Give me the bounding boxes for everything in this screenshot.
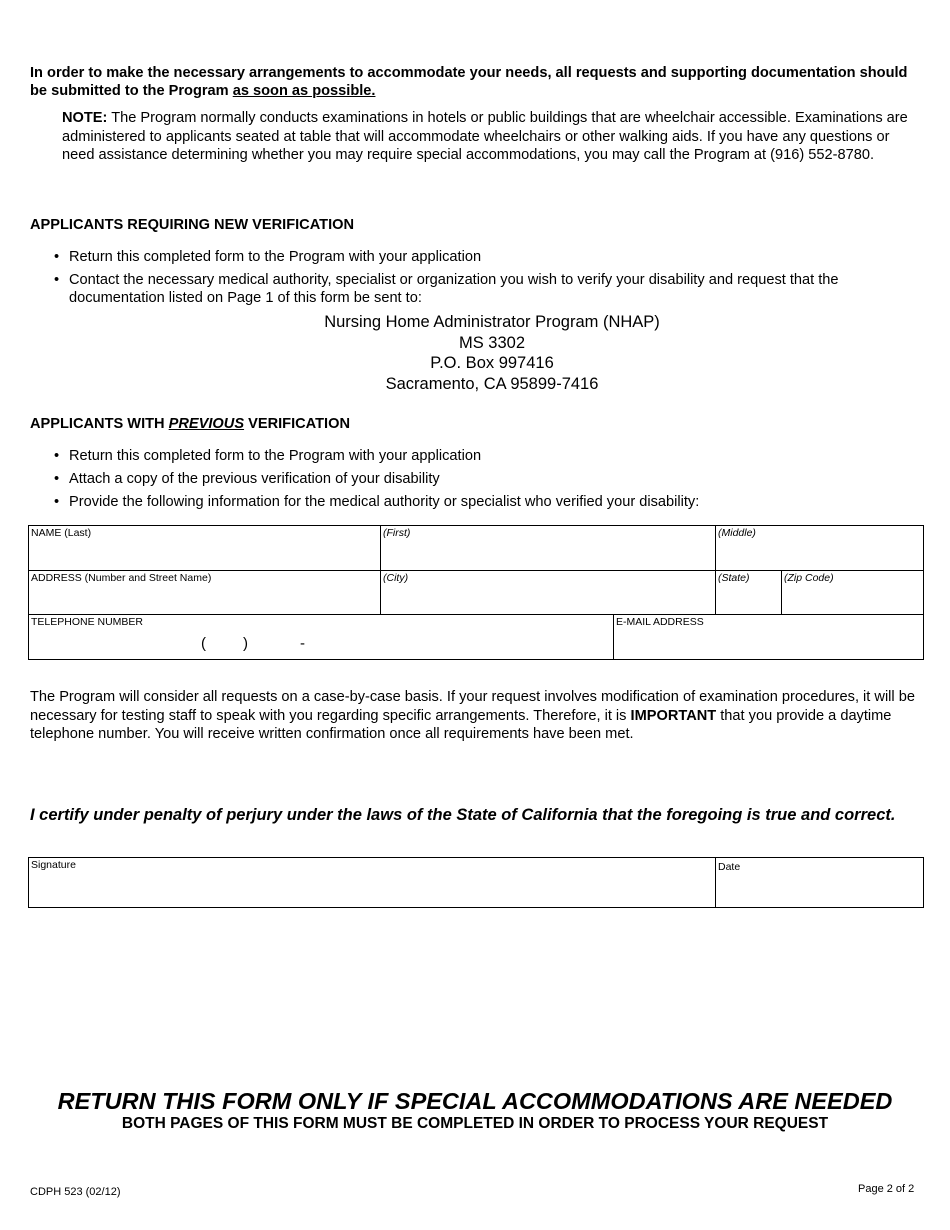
name-middle-field[interactable] bbox=[716, 526, 924, 571]
zip-code-field[interactable] bbox=[782, 571, 924, 615]
consideration-text-end: that you provide a daytime telephone number. You will receive written confirmation once all requirements have been met. bbox=[30, 707, 892, 742]
address-line: Sacramento, CA 95899-7416 bbox=[385, 374, 599, 393]
state-field[interactable] bbox=[716, 571, 782, 615]
address-line: MS 3302 bbox=[458, 333, 526, 352]
address-line: P.O. Box 997416 bbox=[430, 354, 554, 372]
zip-code-label: (Zip Code) bbox=[784, 572, 834, 584]
heading-emphasis: PREVIOUS bbox=[168, 416, 245, 432]
city-label: (City) bbox=[383, 572, 409, 584]
state-label: (State) bbox=[718, 572, 750, 584]
signature-table bbox=[28, 857, 924, 908]
list-item: • Attach a copy of the previous verification of your disability bbox=[54, 470, 924, 488]
intro-instructions bbox=[30, 64, 920, 100]
heading-prefix: APPLICANTS WITH bbox=[30, 416, 169, 432]
name-middle-label: (Middle) bbox=[718, 527, 756, 539]
city-field[interactable] bbox=[381, 571, 716, 615]
specialist-info-table bbox=[28, 525, 924, 660]
phone-close-paren: ) bbox=[243, 635, 248, 652]
list-item: • Contact the necessary medical authority, specialist or organization you wish to verify your disability and request that the documentation listed on Page 1 of this form be sent to: bbox=[54, 271, 924, 307]
previous-verification-list bbox=[54, 447, 924, 516]
list-item: • Provide the following information for the medical authority or specialist who verified your disability: bbox=[54, 493, 924, 511]
intro-text: In order to make the necessary arrangements to accommodate your needs, all requests and supporting documentation should be submitted to the Program bbox=[30, 65, 908, 99]
phone-open-paren: ( bbox=[201, 635, 206, 652]
important-emphasis: IMPORTANT bbox=[630, 707, 717, 724]
list-item: • Return this completed form to the Program with your application bbox=[54, 248, 924, 266]
date-field[interactable] bbox=[716, 858, 924, 908]
email-label: E-MAIL ADDRESS bbox=[616, 616, 704, 628]
email-field[interactable] bbox=[614, 615, 924, 660]
new-verification-heading: APPLICANTS REQUIRING NEW VERIFICATION bbox=[30, 217, 355, 233]
name-last-label: NAME (Last) bbox=[31, 527, 92, 539]
previous-verification-heading bbox=[30, 416, 350, 432]
consideration-paragraph bbox=[30, 688, 922, 744]
phone-dash: - bbox=[300, 635, 305, 652]
note-paragraph bbox=[62, 109, 922, 165]
telephone-label: TELEPHONE NUMBER bbox=[31, 616, 144, 628]
street-address-field[interactable] bbox=[29, 571, 381, 615]
page-number: Page 2 of 2 bbox=[858, 1183, 915, 1195]
return-notice-subtitle: BOTH PAGES OF THIS FORM MUST BE COMPLETED IN ORDER TO PROCESS YOUR REQUEST bbox=[121, 1115, 829, 1132]
certification-statement: I certify under penalty of perjury under the laws of the State of California that the foregoing is true and correct. bbox=[30, 806, 896, 824]
telephone-field[interactable] bbox=[29, 615, 614, 660]
heading-suffix: VERIFICATION bbox=[244, 416, 351, 432]
form-id: CDPH 523 (02/12) bbox=[30, 1186, 121, 1198]
new-verification-list bbox=[54, 248, 924, 312]
signature-label: Signature bbox=[31, 859, 76, 871]
note-label: NOTE: bbox=[62, 110, 108, 126]
name-first-label: (First) bbox=[383, 527, 411, 539]
return-notice-title: RETURN THIS FORM ONLY IF SPECIAL ACCOMMODATIONS ARE NEEDED bbox=[57, 1088, 893, 1114]
consideration-text: The Program will consider all requests on a case-by-case basis. If your request involves modification of examination procedures, it will be necessary for testing staff to speak with you regarding specific arrangements. Therefore, it is bbox=[30, 689, 915, 724]
mailing-address bbox=[0, 312, 950, 394]
address-line: Nursing Home Administrator Program (NHAP) bbox=[324, 313, 660, 331]
signature-field[interactable] bbox=[29, 858, 716, 908]
intro-emphasis: as soon as possible. bbox=[232, 83, 376, 99]
street-address-label: ADDRESS (Number and Street Name) bbox=[31, 572, 212, 584]
note-text: The Program normally conducts examinations in hotels or public buildings that are wheelchair accessible. Examinations are administered to applicants seated at table that will accommodate wheelchairs or other walking aids. If you have any questions or need assistance determining whether you may require special accommodations, you may call the Program at (916) 552-8780. bbox=[62, 110, 908, 163]
name-first-field[interactable] bbox=[381, 526, 716, 571]
date-label: Date bbox=[718, 861, 741, 873]
name-last-field[interactable] bbox=[29, 526, 381, 571]
list-item: • Return this completed form to the Program with your application bbox=[54, 447, 924, 465]
